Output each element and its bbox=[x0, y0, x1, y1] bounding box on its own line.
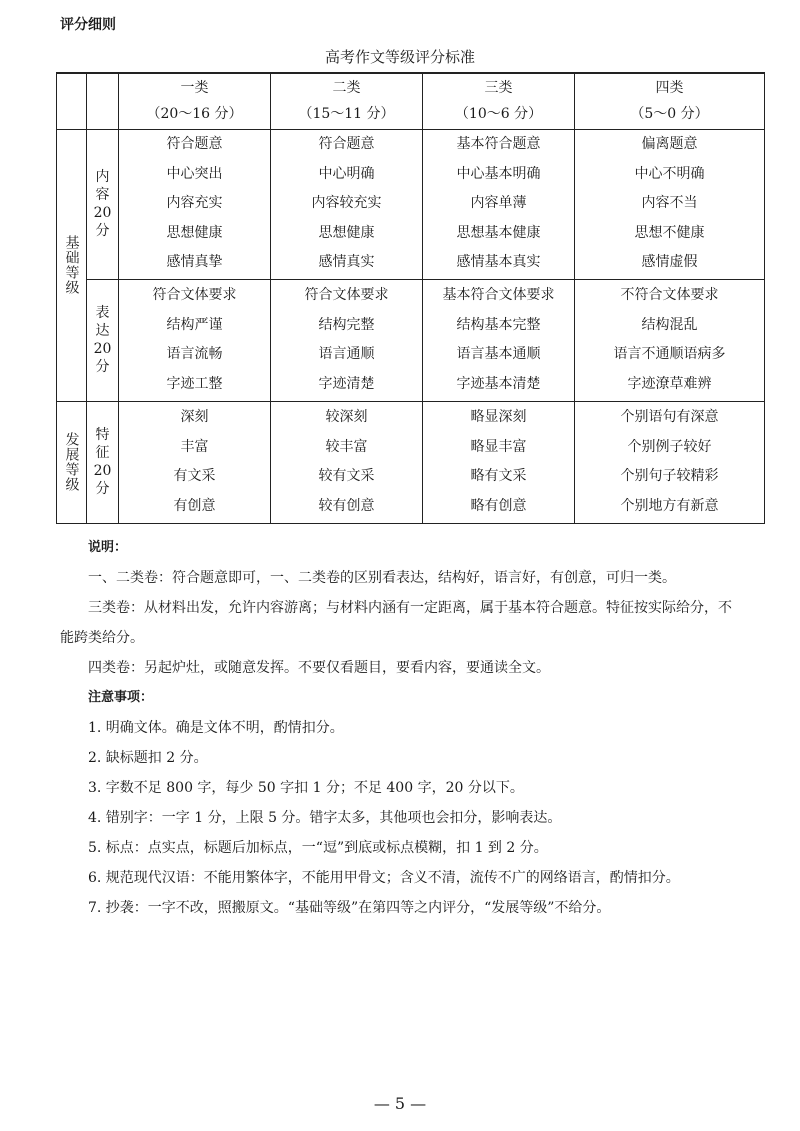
content-cell-class-4 bbox=[575, 129, 765, 279]
group-label-text: 发展等级 bbox=[63, 432, 80, 492]
content-cell-class-3 bbox=[423, 129, 575, 279]
page-number: — 5 — bbox=[373, 1094, 427, 1113]
criterion: 思想健康 bbox=[166, 224, 223, 241]
sub-label-features bbox=[87, 401, 119, 523]
criterion: 中心突出 bbox=[166, 165, 223, 182]
criterion: 感情真挚 bbox=[166, 254, 223, 271]
note-item: 1. 明确文体。确是文体不明，酌情扣分。 bbox=[88, 720, 344, 736]
sub-label-expression bbox=[87, 279, 119, 401]
features-row bbox=[57, 401, 765, 523]
criterion: 略有创意 bbox=[470, 497, 527, 514]
criterion: 内容单薄 bbox=[470, 195, 527, 212]
criterion: 有创意 bbox=[173, 497, 216, 514]
header-corner-1 bbox=[57, 73, 87, 129]
criterion: 字迹基本清楚 bbox=[456, 375, 541, 392]
criterion: 基本符合文体要求 bbox=[442, 287, 555, 303]
criterion: 符合文体要求 bbox=[304, 287, 389, 303]
criterion: 语言不通顺语病多 bbox=[613, 346, 726, 362]
class-range: （5～0 分） bbox=[630, 106, 709, 123]
criterion: 符合题意 bbox=[318, 136, 375, 153]
criterion: 思想不健康 bbox=[634, 224, 705, 241]
sub-label-char: 特 bbox=[95, 427, 110, 443]
class-range: （15～11 分） bbox=[298, 106, 395, 123]
explanation-line: 四类卷：另起炉灶，或随意发挥。不要仅看题目，要看内容，要通读全文。 bbox=[88, 660, 550, 676]
table-header-row bbox=[57, 73, 765, 129]
class-name: 二类 bbox=[332, 80, 361, 97]
sub-label-unit: 分 bbox=[95, 481, 110, 497]
sub-label-char: 容 bbox=[95, 187, 110, 203]
section-heading: 评分细则 bbox=[60, 17, 116, 33]
criterion: 个别地方有新意 bbox=[620, 497, 719, 514]
criterion: 个别例子较好 bbox=[627, 438, 712, 455]
header-class-4 bbox=[575, 73, 765, 129]
criterion: 语言通顺 bbox=[318, 346, 375, 362]
sub-label-char: 表 bbox=[95, 305, 110, 321]
header-class-3 bbox=[423, 73, 575, 129]
note-item: 3. 字数不足 800 字，每少 50 字扣 1 分；不足 400 字，20 分以下。 bbox=[88, 780, 524, 796]
expression-cell-class-3 bbox=[423, 279, 575, 401]
sub-label-score: 20 bbox=[93, 205, 112, 221]
sub-label-char: 征 bbox=[95, 445, 110, 461]
criterion: 结构严谨 bbox=[166, 316, 223, 333]
sub-label-char: 达 bbox=[95, 323, 110, 339]
note-item: 6. 规范现代汉语：不能用繁体字，不能用甲骨文；含义不清，流传不广的网络语言，酌情扣分。 bbox=[88, 870, 680, 886]
explanation-line: 三类卷：从材料出发，允许内容游离；与材料内涵有一定距离，属于基本符合题意。特征按实际给分，不能跨类给分。 bbox=[60, 600, 732, 646]
explanation-section bbox=[60, 533, 740, 923]
criterion: 略有文采 bbox=[470, 468, 527, 484]
criterion: 符合题意 bbox=[166, 136, 223, 153]
criterion: 较丰富 bbox=[325, 438, 368, 455]
sub-label-content bbox=[87, 129, 119, 279]
sub-label-unit: 分 bbox=[95, 359, 110, 375]
criterion: 语言基本通顺 bbox=[456, 346, 541, 362]
criterion: 中心明确 bbox=[318, 165, 375, 182]
criterion: 内容较充实 bbox=[311, 195, 382, 212]
content-cell-class-1 bbox=[119, 129, 271, 279]
header-corner-2 bbox=[87, 73, 119, 129]
criterion: 语言流畅 bbox=[166, 346, 223, 362]
content-cell-class-2 bbox=[271, 129, 423, 279]
group-label-development bbox=[57, 401, 87, 523]
notes-heading: 注意事项： bbox=[88, 690, 154, 705]
features-cell-class-1 bbox=[119, 401, 271, 523]
sub-label-char: 内 bbox=[95, 169, 110, 185]
criterion: 结构完整 bbox=[318, 316, 375, 333]
criterion: 较深刻 bbox=[325, 409, 368, 425]
criterion: 丰富 bbox=[180, 438, 209, 455]
header-class-2 bbox=[271, 73, 423, 129]
grading-table bbox=[56, 72, 765, 524]
criterion: 符合文体要求 bbox=[152, 287, 237, 303]
table-title: 高考作文等级评分标准 bbox=[324, 48, 475, 66]
class-name: 三类 bbox=[484, 80, 513, 97]
expression-cell-class-2 bbox=[271, 279, 423, 401]
criterion: 不符合文体要求 bbox=[620, 287, 719, 303]
criterion: 内容充实 bbox=[166, 195, 223, 212]
criterion: 感情虚假 bbox=[641, 254, 698, 271]
criterion: 思想健康 bbox=[318, 224, 375, 241]
features-cell-class-3 bbox=[423, 401, 575, 523]
criterion: 偏离题意 bbox=[641, 136, 698, 153]
criterion: 结构基本完整 bbox=[456, 316, 541, 333]
group-label-basic bbox=[57, 129, 87, 401]
class-range: （10～6 分） bbox=[454, 106, 543, 123]
sub-label-unit: 分 bbox=[95, 223, 110, 239]
criterion: 略显丰富 bbox=[470, 438, 527, 455]
criterion: 略显深刻 bbox=[470, 409, 527, 425]
criterion: 较有文采 bbox=[318, 468, 375, 484]
criterion: 字迹潦草难辨 bbox=[627, 375, 712, 392]
sub-label-score: 20 bbox=[93, 463, 112, 479]
criterion: 感情真实 bbox=[318, 254, 375, 271]
class-name: 一类 bbox=[180, 80, 209, 97]
criterion: 内容不当 bbox=[641, 195, 698, 212]
criterion: 基本符合题意 bbox=[456, 136, 541, 153]
note-item: 2. 缺标题扣 2 分。 bbox=[88, 750, 208, 766]
criterion: 有文采 bbox=[173, 468, 216, 484]
criterion: 个别句子较精彩 bbox=[620, 468, 719, 484]
features-cell-class-2 bbox=[271, 401, 423, 523]
expression-cell-class-4 bbox=[575, 279, 765, 401]
class-name: 四类 bbox=[655, 80, 684, 97]
header-class-1 bbox=[119, 73, 271, 129]
features-cell-class-4 bbox=[575, 401, 765, 523]
explanation-line: 一、二类卷：符合题意即可，一、二类卷的区别看表达，结构好，语言好，有创意，可归一类。 bbox=[88, 570, 676, 586]
note-item: 4. 错别字：一字 1 分，上限 5 分。错字太多，其他项也会扣分，影响表达。 bbox=[88, 810, 562, 826]
criterion: 结构混乱 bbox=[641, 316, 698, 333]
sub-label-score: 20 bbox=[93, 341, 112, 357]
criterion: 字迹工整 bbox=[166, 375, 223, 392]
criterion: 字迹清楚 bbox=[318, 375, 375, 392]
explanation-heading: 说明： bbox=[88, 540, 128, 555]
note-item: 7. 抄袭：一字不改，照搬原文。“基础等级”在第四等之内评分，“发展等级”不给分。 bbox=[88, 900, 611, 916]
criterion: 较有创意 bbox=[318, 497, 375, 514]
note-item: 5. 标点：点实点，标题后加标点，一“逗”到底或标点模糊，扣 1 到 2 分。 bbox=[88, 840, 548, 856]
class-range: （20～16 分） bbox=[146, 106, 243, 123]
criterion: 思想基本健康 bbox=[456, 224, 541, 241]
expression-row bbox=[57, 279, 765, 401]
criterion: 深刻 bbox=[180, 409, 209, 425]
criterion: 感情基本真实 bbox=[456, 254, 541, 271]
criterion: 个别语句有深意 bbox=[620, 409, 719, 425]
criterion: 中心不明确 bbox=[634, 165, 705, 182]
content-row bbox=[57, 129, 765, 279]
expression-cell-class-1 bbox=[119, 279, 271, 401]
group-label-text: 基础等级 bbox=[63, 235, 80, 295]
criterion: 中心基本明确 bbox=[456, 165, 541, 182]
